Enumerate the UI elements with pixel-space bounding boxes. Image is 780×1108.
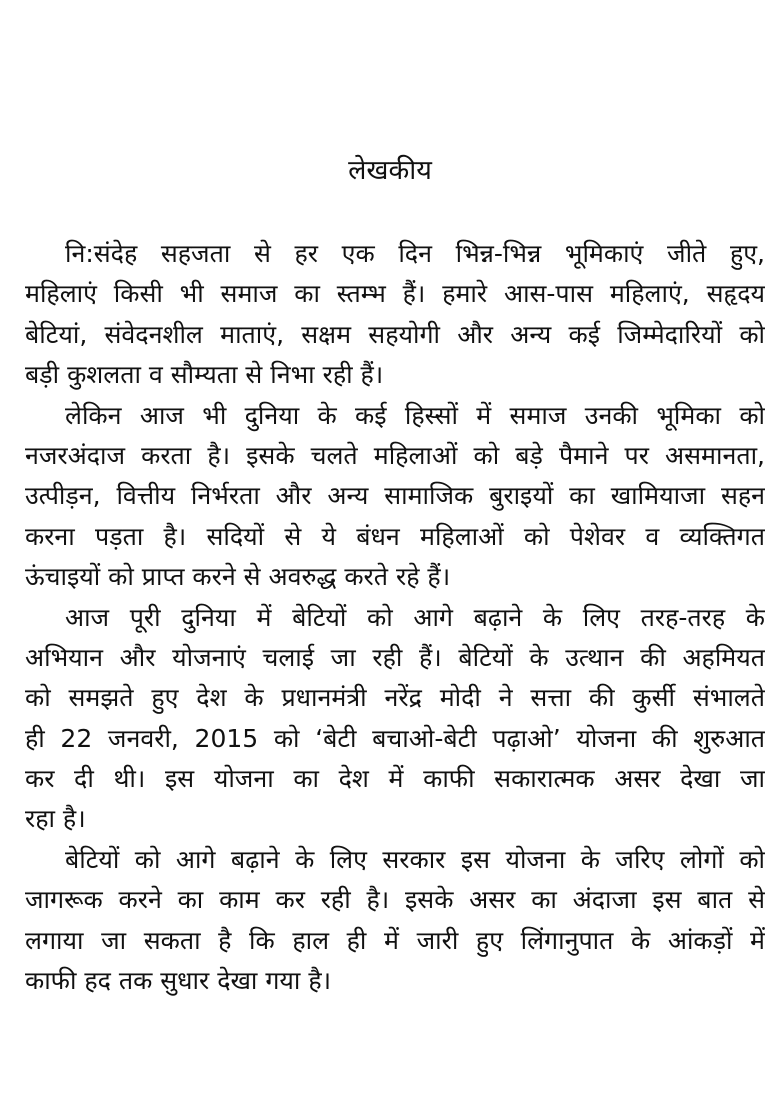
paragraph-2-line: नजरअंदाज करता है। इसके चलते महिलाओं को बड़े पैमाने पर असमानता, [25, 440, 765, 470]
paragraph-2-line: ऊंचाइयों को प्राप्त करने से अवरुद्ध करते रहे हैं। [25, 562, 451, 592]
paragraph-4-line: काफी हद तक सुधार देखा गया है। [25, 966, 332, 996]
paragraph-3-line: ही 22 जनवरी, 2015 को ‘बेटी बचाओ-बेटी पढ़ाओ’ योजना की शुरुआत [25, 723, 765, 753]
page-title: लेखकीय [348, 155, 432, 186]
paragraph-3-line: रहा है। [25, 804, 86, 834]
document-body [25, 234, 765, 1001]
paragraph-4-line: लगाया जा सकता है कि हाल ही में जारी हुए लिंगानुपात के आंकड़ों में [25, 925, 765, 955]
paragraph-2-line: उत्पीड़न, वित्तीय निर्भरता और अन्य सामाजिक बुराइयों का खामियाजा सहन [25, 481, 765, 511]
paragraph-2-line: लेकिन आज भी दुनिया के कई हिस्सों में समाज उनकी भूमिका को [65, 400, 765, 430]
paragraph-3-line: को समझते हुए देश के प्रधानमंत्री नरेंद्र मोदी ने सत्ता की कुर्सी संभालते [25, 683, 765, 713]
paragraph-3-line: अभियान और योजनाएं चलाई जा रही हैं। बेटियों के उत्थान की अहमियत [25, 642, 765, 672]
paragraph-3-line: आज पूरी दुनिया में बेटियों को आगे बढ़ाने के लिए तरह-तरह के [65, 602, 765, 632]
paragraph-1-line: नि:संदेह सहजता से हर एक दिन भिन्न-भिन्न भूमिकाएं जीते हुए, [65, 239, 765, 268]
paragraph-3-line: कर दी थी। इस योजना का देश में काफी सकारात्मक असर देखा जा [25, 764, 765, 794]
paragraph-1-line: बड़ी कुशलता व सौम्यता से निभा रही हैं। [25, 360, 384, 390]
paragraph-1-line: बेटियां, संवेदनशील माताएं, सक्षम सहयोगी और अन्य कई जिम्मेदारियों को [25, 319, 765, 349]
paragraph-4-line: जागरूक करने का काम कर रही है। इसके असर का अंदाजा इस बात से [25, 885, 765, 915]
paragraph-4-line: बेटियों को आगे बढ़ाने के लिए सरकार इस योजना के जरिए लोगों को [65, 844, 765, 874]
paragraph-2-line: करना पड़ता है। सदियों से ये बंधन महिलाओं को पेशेवर व व्यक्तिगत [25, 521, 765, 551]
paragraph-1-line: महिलाएं किसी भी समाज का स्तम्भ हैं। हमारे आस-पास महिलाएं, सहृदय [25, 279, 765, 309]
